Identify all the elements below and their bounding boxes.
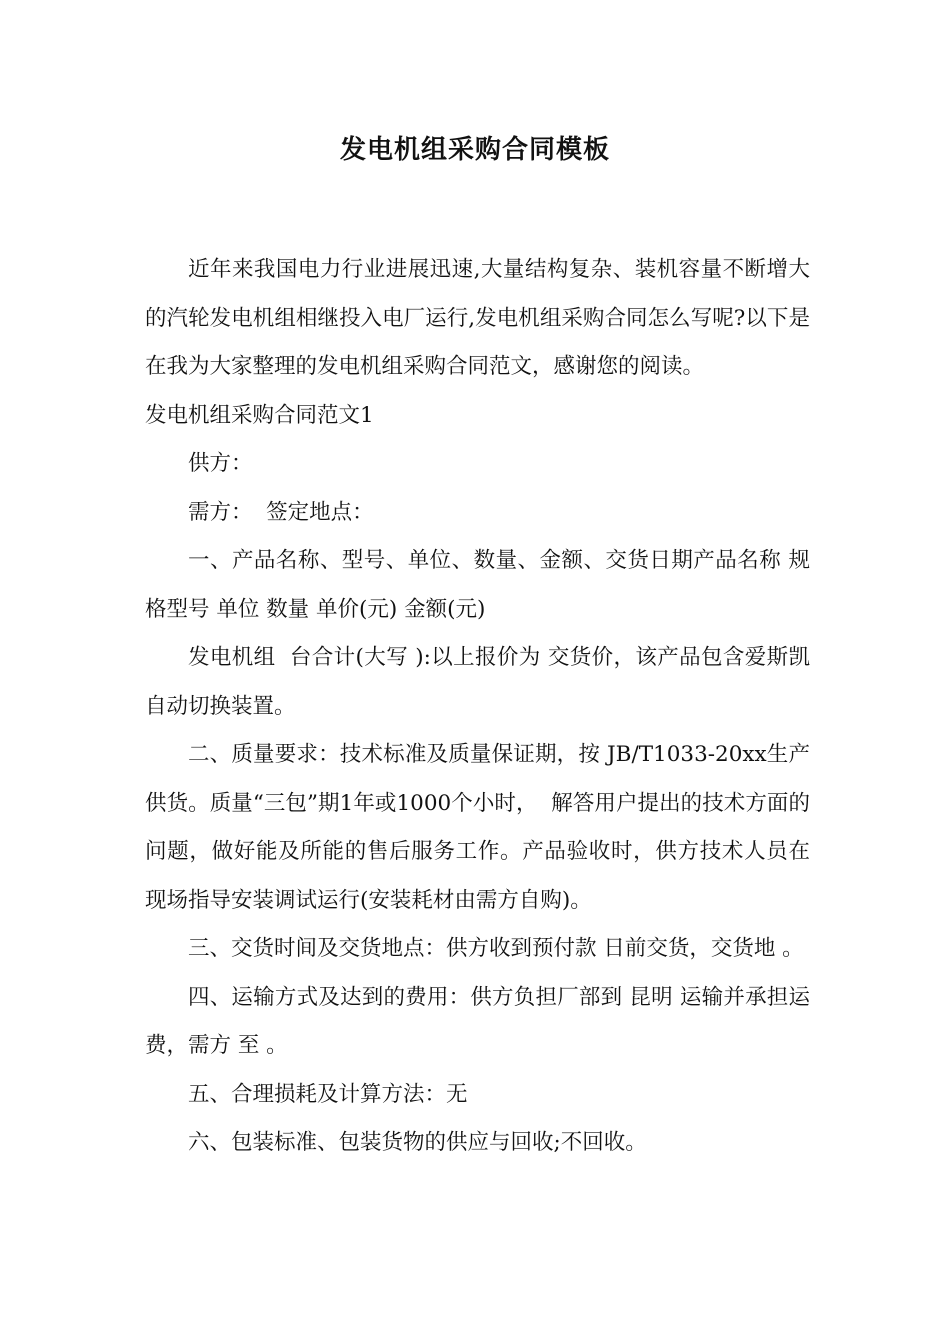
- paragraph: 二、质量要求：技术标准及质量保证期，按 JB/T1033-20xx生产供货。质量“三包”期1年或1000个小时， 解答用户提出的技术方面的问题，做好能及所能的售后服务工作。产品验收时，供方技术人员在现场指导安装调试运行(安装耗材由需方自购)。: [145, 742, 810, 913]
- paragraph: 需方： 签定地点：: [188, 499, 374, 525]
- paragraph: 五、合理损耗及计算方法：无: [188, 1081, 468, 1107]
- paragraph: 六、包装标准、包装货物的供应与回收;不回收。: [188, 1130, 647, 1155]
- paragraph: 供方：: [188, 451, 253, 476]
- paragraph: 一、产品名称、型号、单位、数量、金额、交货日期产品名称 规格型号 单位 数量 单价(元) 金额(元): [145, 548, 810, 622]
- paragraph: 三、交货时间及交货地点：供方收到预付款 日前交货，交货地 。: [188, 936, 804, 961]
- paragraph: 发电机组 台合计(大写 ):以上报价为 交货价，该产品包含爱斯凯自动切换装置。: [145, 645, 810, 719]
- paragraph: 近年来我国电力行业进展迅速,大量结构复杂、装机容量不断增大的汽轮发电机组相继投入电厂运行,发电机组采购合同怎么写呢?以下是在我为大家整理的发电机组采购合同范文，感谢您的阅读。: [145, 257, 810, 379]
- document-body: [145, 246, 810, 1168]
- paragraph: 四、运输方式及达到的费用：供方负担厂部到 昆明 运输并承担运费，需方 至 。: [145, 984, 810, 1058]
- page-title: 发电机组采购合同模板: [339, 135, 610, 165]
- paragraph: 发电机组采购合同范文1: [145, 402, 374, 428]
